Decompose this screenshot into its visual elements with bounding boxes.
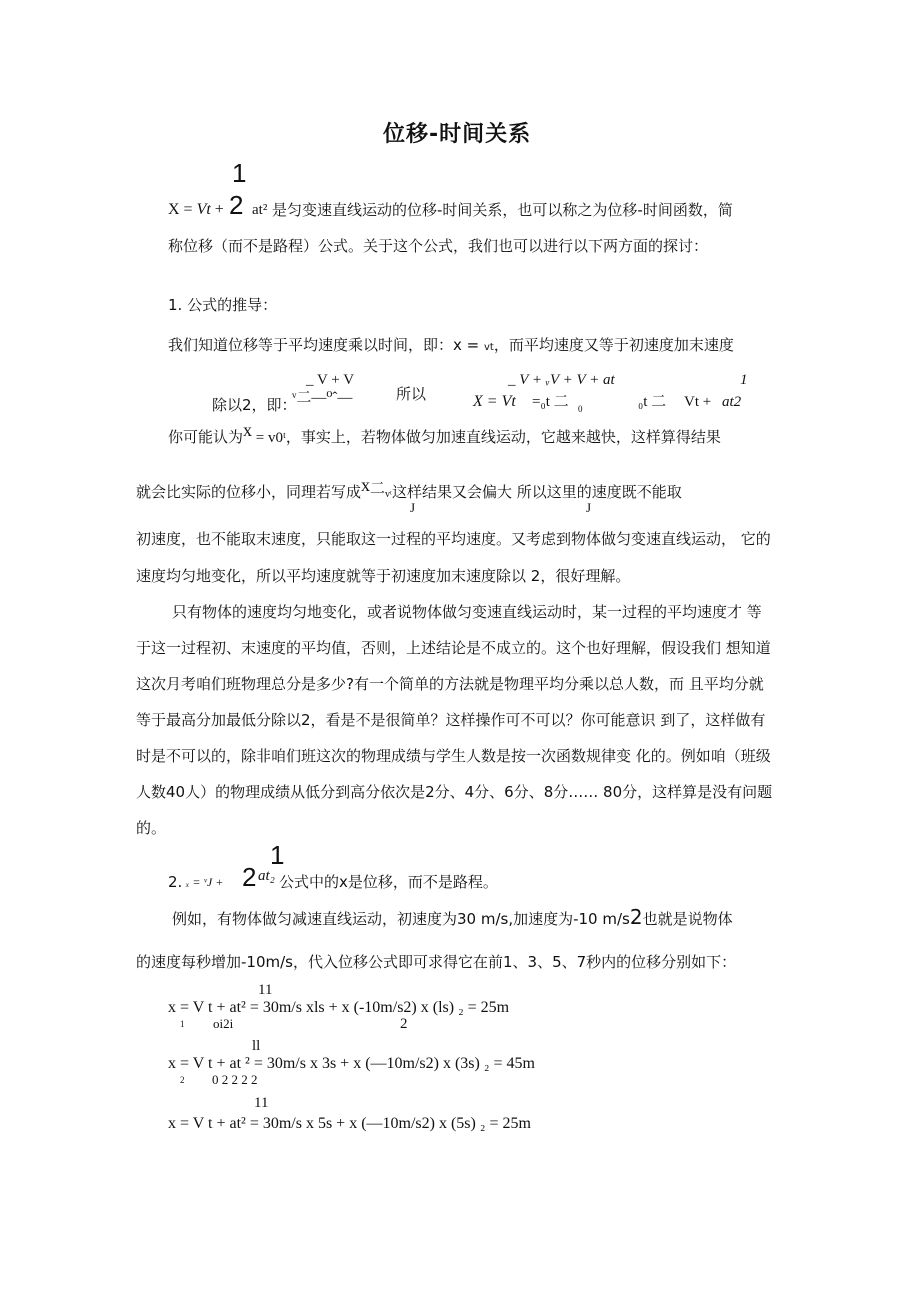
page-title: 位移-时间关系 (383, 122, 532, 147)
text-span: vᵗ (385, 489, 392, 500)
divide-by-two-label: 除以2，即： (212, 396, 297, 414)
formula-vt: Vt (196, 201, 211, 218)
avg-velocity-numerator: _ V + V (306, 372, 355, 388)
section2-fraction-one: 1 (270, 840, 285, 870)
text-span: 这样结果又会偏大 所以这里的速度既不能取 (391, 483, 682, 501)
j-mark: J (586, 500, 592, 515)
equation3: x = V t + at² = 30m/s x 5s + x (—10m/s2) x (5s) ₂ = 25m (168, 1115, 531, 1132)
paragraph-line: 时是不可以的，除非咱们班这次的物理成绩与学生人数是按一次函数规律变 化的。例如咱（班级 (136, 747, 771, 765)
derivation-x-vt: X = Vt (473, 393, 516, 410)
equation1-top: 11 (258, 982, 273, 998)
formula-plus: + (210, 201, 224, 218)
paragraph-line: 于这一过程初、末速度的平均值，否则，上述结论是不成立的。这个也好理解，假设我们 想知道 (136, 639, 771, 657)
j-mark: J (410, 500, 416, 515)
text-span: vt (483, 342, 494, 353)
paragraph-line: 这次月考咱们班物理总分是多少?有一个简单的方法就是物理平均分乘以总人数，而 且平均分就 (136, 675, 764, 693)
equation1-sub: 1 (180, 1019, 185, 1029)
text-span: x (361, 475, 371, 495)
paragraph-line (136, 475, 682, 505)
paragraph-line (168, 420, 721, 448)
paragraph-line: 初速度，也不能取末速度，只能取这一过程的平均速度。又考虑到物体做匀变速直线运动， 它的 (136, 530, 771, 548)
derivation-at2: at2 (722, 394, 742, 410)
suoyi-label: 所以 (396, 385, 427, 403)
paragraph-line: 等于最高分加最低分除以2，看是不是很简单？这样操作可不可以？你可能意识 到了，这样做有 (136, 711, 766, 729)
derivation-mid: =₀t 二 (532, 394, 569, 410)
equation3-top: 11 (254, 1095, 269, 1111)
equation2: x = V t + at ² = 30m/s x 3s + x (—10m/s2) x (3s) ₂ = 45m (168, 1055, 535, 1072)
paragraph-line: 只有物体的速度均匀地变化，或者说物体做匀变速直线运动时，某一过程的平均速度才 等 (172, 603, 762, 621)
avg-velocity-denominator: ᵛ二—⁰ˆ— (292, 390, 353, 406)
paragraph-line: 人数40人）的物理成绩从低分到高分依次是2分、4分、6分、8分…… 80分，这样算是没有问题 (136, 783, 773, 801)
section1-heading: 1. 公式的推导： (168, 296, 278, 314)
section2-number: 2. (168, 873, 183, 891)
text-span: 你可能认为 (168, 428, 244, 446)
equation2-sub: 2 (180, 1075, 185, 1085)
equation2-top: ll (252, 1038, 261, 1054)
text-span: = v0ᵗ (252, 430, 286, 446)
equation1-sub: oi2i (213, 1016, 234, 1031)
equation1-sub: 2 (400, 1016, 408, 1032)
derivation-numerator: _ V + ᵥV + V + at (508, 372, 615, 388)
text-span: ，事实上，若物体做匀加速直线运动，它越来越快，这样算得结果 (285, 428, 721, 446)
paragraph-line: 速度均匀地变化，所以平均速度就等于初速度加末速度除以 2，很好理解。 (136, 567, 631, 585)
paragraph-line: 的速度每秒增加-10m/s，代入位移公式即可求得它在前1、3、5、7秒内的位移分别如下： (136, 953, 737, 971)
intro-text-line1: 是匀变速直线运动的位移-时间关系，也可以称之为位移-时间函数，简 (272, 201, 733, 219)
formula-x: X = (168, 201, 197, 218)
intro-at2: at² (252, 202, 268, 218)
section2-at2: at₂ (258, 868, 275, 884)
text-span: 就会比实际的位移小，同理若写成 (136, 483, 362, 501)
derivation-one: 1 (740, 372, 748, 388)
intro-fraction-numerator: 1 (232, 158, 247, 188)
equation1: x = V t + at² = 30m/s xls + x (-10m/s2) x (ls) ₂ = 25m (168, 999, 510, 1016)
derivation-sub0: 0 (578, 404, 583, 414)
section2-text: 公式中的x是位移，而不是路程。 (279, 873, 498, 891)
text-span: 二 (370, 481, 386, 497)
intro-fraction-denominator: 2 (229, 190, 244, 220)
intro-text-line2: 称位移（而不是路程）公式。关于这个公式，我们也可以进行以下两方面的探讨： (168, 237, 709, 255)
derivation-mid2: ₀t 二 (638, 394, 667, 410)
section2-fraction-two: 2 (242, 862, 257, 892)
text-span: 也就是说物体 (642, 910, 733, 928)
derivation-vt: Vt + (684, 394, 712, 410)
paragraph-line: 的。 (136, 819, 167, 837)
paragraph-line (172, 907, 733, 929)
text-span: x (243, 420, 253, 440)
section2-formula: ₓ = ᵛJ + (186, 875, 224, 889)
section1-paragraph-line (168, 335, 734, 358)
text-span: ，而平均速度又等于初速度加末速度 (493, 336, 734, 354)
text-span: 我们知道位移等于平均速度乘以时间，即：x = (168, 336, 484, 354)
equation2-sub: 0 2 2 2 2 (212, 1072, 258, 1087)
intro-formula (168, 200, 224, 220)
text-span: 例如，有物体做匀减速直线运动，初速度为30 m/s,加速度为-10 m/s (172, 910, 630, 928)
text-span: 2 (629, 905, 643, 929)
